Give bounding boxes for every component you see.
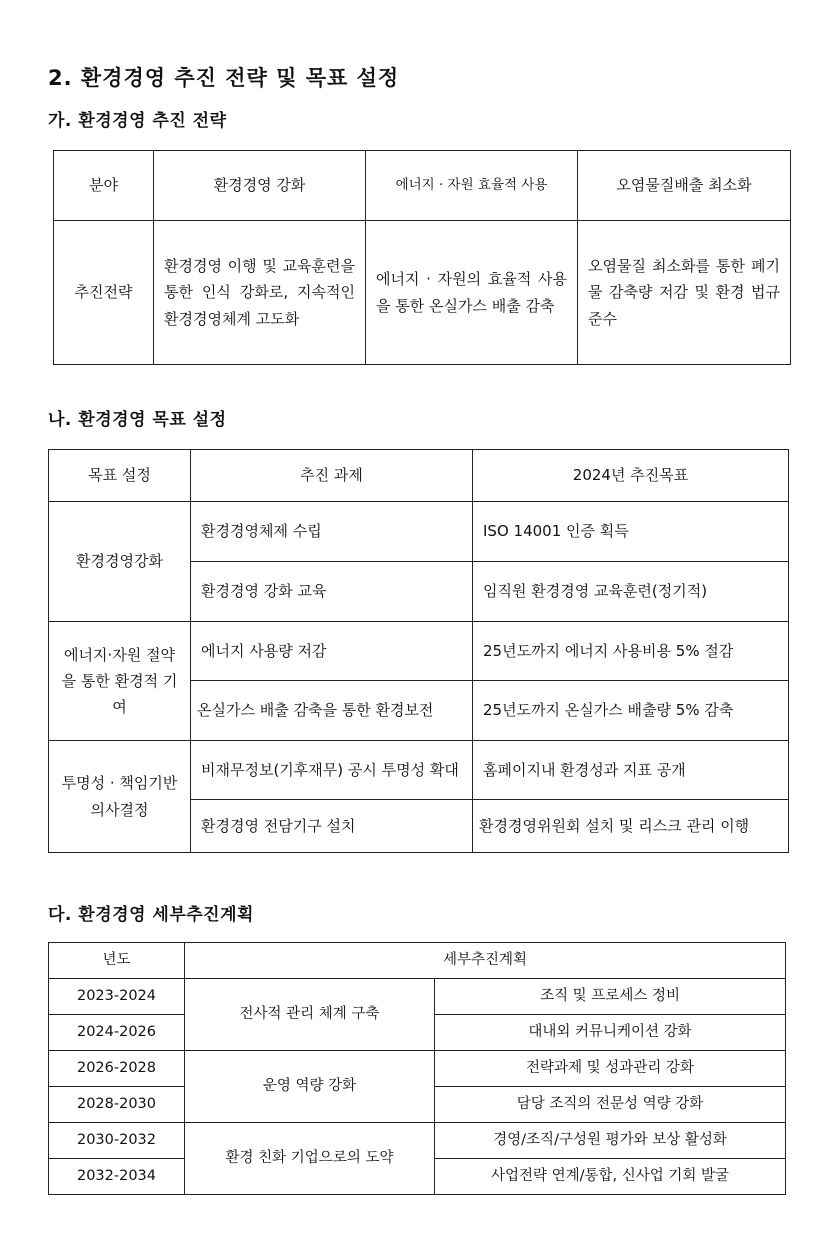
strategy-header-row [54,151,791,221]
plan-phase: 환경 친화 기업으로의 도약 [185,1123,435,1195]
table-row [49,622,789,681]
plan-heading: 다. 환경경영 세부추진계획 [48,905,254,925]
table-row [49,1051,786,1087]
plan-header-row [49,943,786,979]
goal-task: 온실가스 배출 감축을 통한 환경보전 [191,681,473,741]
table-row [49,1123,786,1159]
header-cell: 세부추진계획 [185,943,786,979]
plan-year: 2026-2028 [49,1051,185,1087]
plan-detail: 사업전략 연계/통합, 신사업 기회 발굴 [435,1159,786,1195]
plan-detail: 대내외 커뮤니케이션 강화 [435,1015,786,1051]
goals-header-row [49,450,789,502]
table-row [49,502,789,562]
goal-target: 25년도까지 에너지 사용비용 5% 절감 [473,622,789,681]
plan-phase: 운영 역량 강화 [185,1051,435,1123]
strategy-cell: 오염물질 최소화를 통한 폐기물 감축량 저감 및 환경 법규 준수 [578,221,791,365]
goal-target: 홈페이지내 환경성과 지표 공개 [473,741,789,800]
plan-detail: 전략과제 및 성과관리 강화 [435,1051,786,1087]
goal-task: 환경경영체제 수립 [191,502,473,562]
plan-year: 2028-2030 [49,1087,185,1123]
goal-task: 환경경영 강화 교육 [191,562,473,622]
goal-target: 환경경영위원회 설치 및 리스크 관리 이행 [473,800,789,853]
goal-group: 환경경영강화 [49,502,191,622]
section-title: 2. 환경경영 추진 전략 및 목표 설정 [48,66,400,90]
header-cell: 목표 설정 [49,450,191,502]
header-cell: 분야 [54,151,154,221]
plan-table [48,942,786,1195]
strategy-table [53,150,791,365]
goal-group: 에너지·자원 절약을 통한 환경적 기여 [49,622,191,741]
plan-year: 2023-2024 [49,979,185,1015]
goal-target: 25년도까지 온실가스 배출량 5% 감축 [473,681,789,741]
plan-detail: 조직 및 프로세스 정비 [435,979,786,1015]
goal-target: ISO 14001 인증 획득 [473,502,789,562]
header-cell: 환경경영 강화 [154,151,366,221]
goals-heading: 나. 환경경영 목표 설정 [48,410,227,430]
strategy-cell: 에너지 · 자원의 효율적 사용을 통한 온실가스 배출 감축 [366,221,578,365]
goal-task: 비재무정보(기후재무) 공시 투명성 확대 [191,741,473,800]
header-cell: 추진 과제 [191,450,473,502]
strategy-cell: 환경경영 이행 및 교육훈련을 통한 인식 강화로, 지속적인 환경경영체계 고도화 [154,221,366,365]
goal-task: 환경경영 전담기구 설치 [191,800,473,853]
plan-phase: 전사적 관리 체계 구축 [185,979,435,1051]
plan-year: 2024-2026 [49,1015,185,1051]
goal-group: 투명성 · 책임기반 의사결정 [49,741,191,853]
plan-year: 2030-2032 [49,1123,185,1159]
strategy-heading: 가. 환경경영 추진 전략 [48,111,227,131]
header-cell: 오염물질배출 최소화 [578,151,791,221]
table-row [49,979,786,1015]
header-cell: 년도 [49,943,185,979]
header-cell: 에너지 · 자원 효율적 사용 [366,151,578,221]
goal-target: 임직원 환경경영 교육훈련(정기적) [473,562,789,622]
goals-table [48,449,789,853]
header-cell: 2024년 추진목표 [473,450,789,502]
row-label: 추진전략 [54,221,154,365]
plan-detail: 경영/조직/구성원 평가와 보상 활성화 [435,1123,786,1159]
strategy-row [54,221,791,365]
table-row [49,741,789,800]
goal-task: 에너지 사용량 저감 [191,622,473,681]
plan-detail: 담당 조직의 전문성 역량 강화 [435,1087,786,1123]
plan-year: 2032-2034 [49,1159,185,1195]
